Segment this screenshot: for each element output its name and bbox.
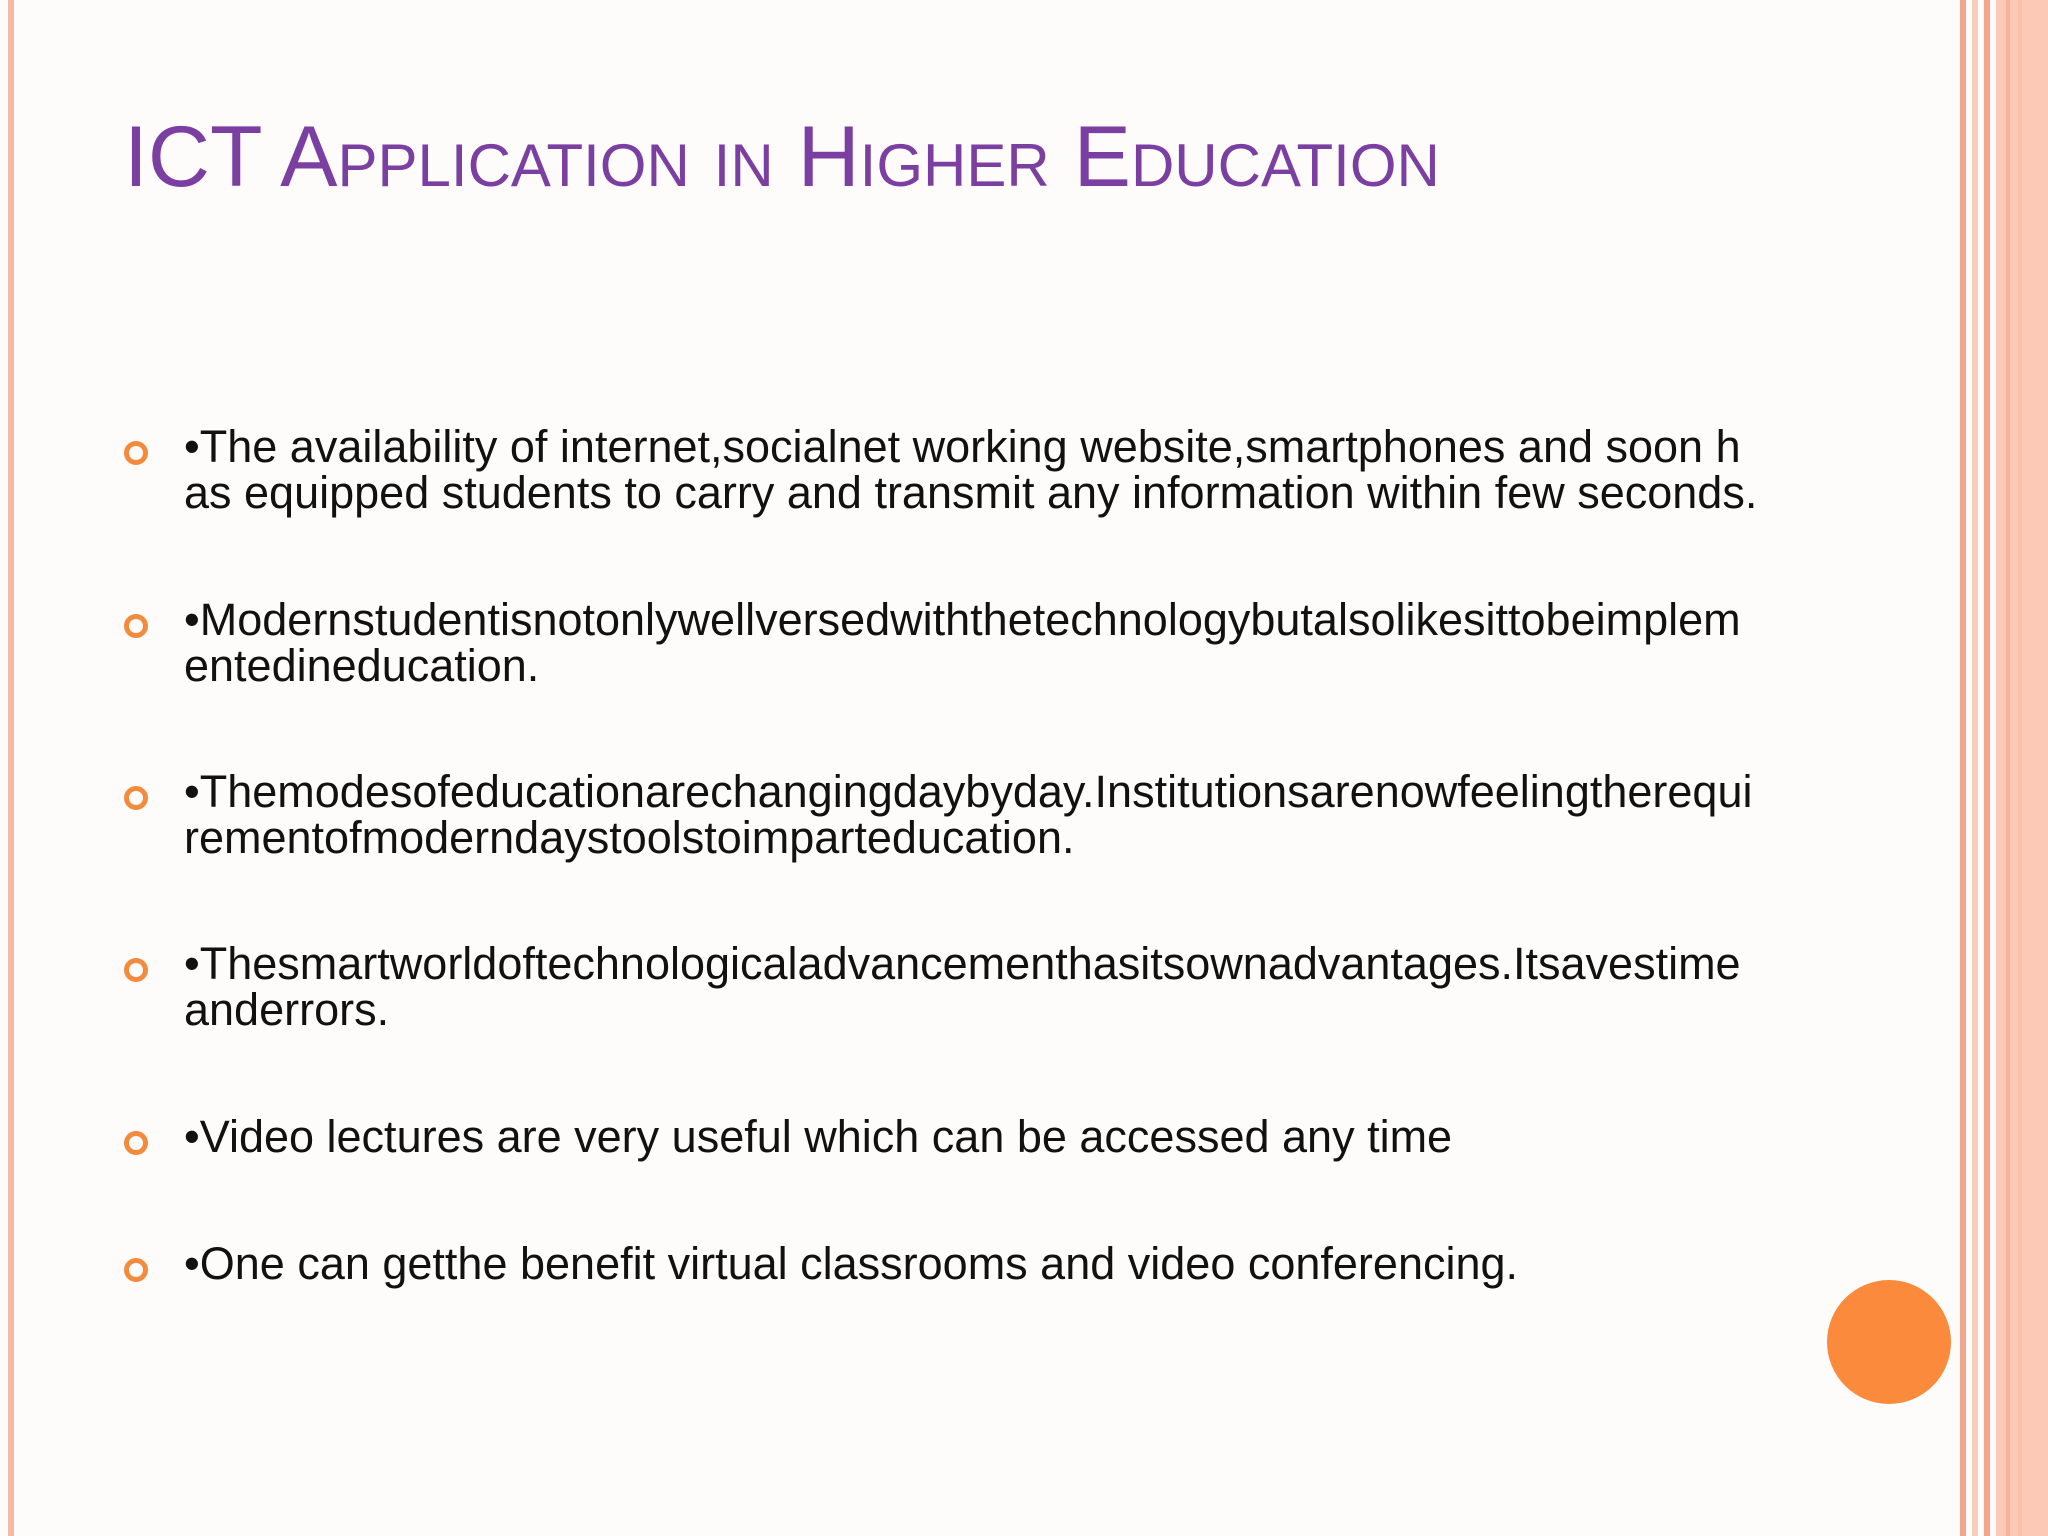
bullet-item	[120, 766, 1760, 863]
ring-bullet-icon	[124, 958, 148, 982]
bullet-text: •The availability of internet,socialnet working website,smartphones and soon has equipped students to carry and transmit any information within few seconds.	[184, 421, 1758, 518]
slide-title: ICT Application in Higher Education	[124, 109, 1440, 205]
bullet-item	[120, 421, 1760, 518]
orange-circle-decoration	[1827, 1280, 1951, 1404]
bullet-text: •One can getthe benefit virtual classrooms and video conferencing.	[184, 1238, 1519, 1289]
bullet-item	[120, 594, 1760, 691]
bullet-text: •Modernstudentisnotonlywellversedwiththetechnologybutalsolikesittobeimplementedineducation.	[184, 594, 1741, 691]
bullet-item	[120, 1238, 1760, 1289]
stripe	[1972, 0, 1978, 1536]
ring-bullet-icon	[124, 1258, 148, 1282]
bullet-list	[120, 421, 1760, 1289]
bullet-item	[120, 938, 1760, 1035]
stripe	[1960, 0, 1966, 1536]
bullet-item	[120, 1111, 1760, 1162]
bullet-text: •Video lectures are very useful which can be accessed any time	[184, 1111, 1453, 1162]
ring-bullet-icon	[124, 441, 148, 465]
ring-bullet-icon	[124, 786, 148, 810]
stripe	[2006, 0, 2010, 1536]
bullet-text: •Thesmartworldoftechnologicaladvancementhasitsownadvantages.Itsavestimeanderrors.	[184, 938, 1741, 1035]
ring-bullet-icon	[124, 614, 148, 638]
right-stripes-decoration	[1960, 0, 2048, 1536]
ring-bullet-icon	[124, 1131, 148, 1155]
left-border-decoration	[8, 0, 14, 1536]
stripe	[1984, 0, 1990, 1536]
stripe	[2018, 0, 2022, 1536]
stripe	[1996, 0, 2048, 1536]
bullet-text: •Themodesofeducationarechangingdaybyday.Institutionsarenowfeelingtherequirementofmoderndaystoolstoimparteducation.	[184, 766, 1753, 863]
